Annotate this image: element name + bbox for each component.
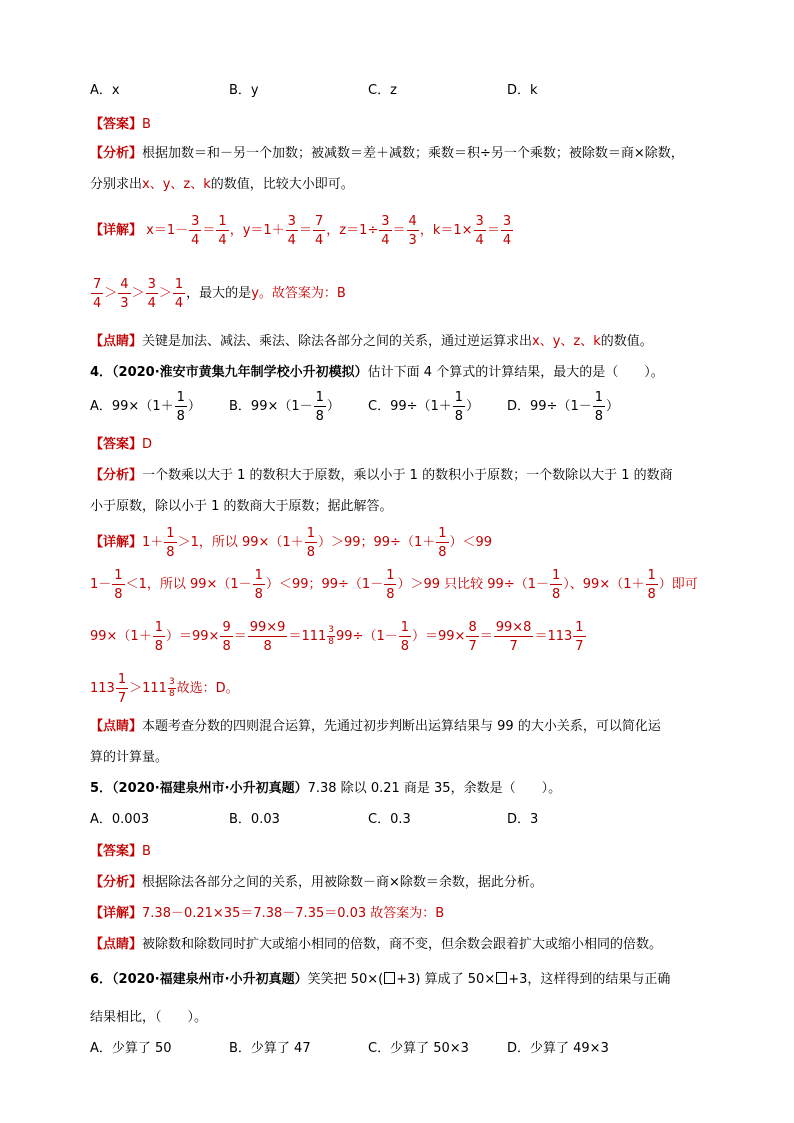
q6-stem-line-2: 结果相比，（ ）。 xyxy=(90,1010,208,1025)
q4-option-d: D．99÷（1－ $\frac{1}{8}$ ） xyxy=(507,389,620,424)
q6-stem-line-1: 6．（2020·福建泉州市·小升初真题）笑笑把 50×( +3) 算成了 50× +3，这样得到的结果与正确 xyxy=(90,972,671,987)
detail-expr: ，k＝1× xyxy=(419,223,473,238)
fraction: $\frac{3}{4}$ xyxy=(502,213,512,248)
compare-text: ，最大的是 xyxy=(186,286,252,301)
question-number: 4． xyxy=(90,365,113,380)
fraction: $\frac{7}{4}$ xyxy=(314,213,324,248)
q4-detail-line-3: 99×（1＋ $\frac{1}{8}$ ）＝99× $\frac{9}{8}$ ＝ $\frac{99\times 9}{8}$ ＝111 $\frac{3}{8}$ 99÷（1－ $\frac{1}{8}$ ）＝99× $\frac{8}{7}$ ＝ $\frac{99\times 8}{7}$ ＝113 $\frac{1}{7}$ xyxy=(90,619,584,654)
q5-answer: 【答案】B xyxy=(90,844,151,859)
answer-tag: 【答案】 xyxy=(90,117,143,132)
q5-option-c: C．0.3 xyxy=(368,812,411,827)
q6-option-b: B．少算了 47 xyxy=(229,1041,311,1056)
q4-answer: 【答案】D xyxy=(90,437,153,452)
fraction: $\frac{4}{3}$ xyxy=(408,213,417,248)
q4-option-c: C．99÷（1＋ $\frac{1}{8}$ ） xyxy=(368,389,480,424)
q4-detail-line-2: 1－ $\frac{1}{8}$ ＜1，所以 99×（1－ $\frac{1}{8}$ ）＜99；99÷（1－ $\frac{1}{8}$ ）＞99 只比较 99÷（1－ $\frac{1}{8}$ ）、99×（1＋ $\frac{1}{8}$ ）即可 xyxy=(90,567,698,602)
compare-answer: y。故答案为：B xyxy=(251,286,346,301)
fraction: $\frac{7}{4}$ xyxy=(93,276,102,311)
q3-answer xyxy=(90,116,151,134)
analysis-text: 分别求出 xyxy=(90,177,143,192)
answer-value: B xyxy=(142,117,151,132)
q3-detail: 【详解】 x＝1－ $\frac{3}{4}$ ＝ $\frac{1}{4}$ ，y＝1＋ $\frac{3}{4}$ ＝ $\frac{7}{4}$ ，z＝1÷ $\frac{3}{4}$ ＝ $\frac{4}{3}$ ，k＝1× $\frac{3}{4}$ ＝ $\frac{3}{4}$ xyxy=(90,213,512,248)
question-stem: 估计下面 4 个算式的计算结果，最大的是（ ）。 xyxy=(367,365,664,380)
q3-point: 【点睛】关键是加法、减法、乘法、除法各部分之间的关系，通过逆运算求出x、y、z、k的数值。 xyxy=(90,334,653,349)
blank-box-icon xyxy=(384,972,395,984)
fraction: $\frac{3}{4}$ xyxy=(475,213,484,248)
point-tag: 【点睛】 xyxy=(90,334,143,349)
q4-point-line-2: 算的计算量。 xyxy=(90,750,169,765)
fraction: $\frac{1}{4}$ xyxy=(218,213,227,248)
fraction: $\frac{3}{4}$ xyxy=(381,213,390,248)
q4-option-a: A．99×（1＋ $\frac{1}{8}$ ） xyxy=(90,389,201,424)
q6-option-c: C．少算了 50×3 xyxy=(368,1041,469,1056)
q3-option-d: D．k xyxy=(507,83,538,98)
q4-stem xyxy=(90,364,664,382)
q4-analysis-line-1: 【分析】一个数乘以大于 1 的数积大于原数，乘以小于 1 的数积小于原数；一个数除以大于 1 的数商 xyxy=(90,468,673,483)
detail-expr: ，z＝1÷ xyxy=(326,223,379,238)
q5-stem: 5．（2020·福建泉州市·小升初真题）7.38 除以 0.21 商是 35，余数是（ ）。 xyxy=(90,781,562,796)
q5-option-b: B．0.03 xyxy=(229,812,280,827)
fraction: $\frac{1}{4}$ xyxy=(174,276,184,311)
detail-expr: x＝1－ xyxy=(146,223,189,238)
analysis-vars: x、y、z、k xyxy=(142,177,211,192)
q4-detail-line-4: 113 $\frac{1}{7}$ ＞111 $\frac{3}{8}$ 故选：D。 xyxy=(90,671,239,706)
q4-analysis-line-2: 小于原数，除以小于 1 的数商大于原数；据此解答。 xyxy=(90,499,393,514)
q4-detail-line-1: 【详解】1＋ $\frac{1}{8}$ ＞1，所以 99×（1＋ $\frac{1}{8}$ ）＞99；99÷（1＋ $\frac{1}{8}$ ）＜99 xyxy=(90,525,493,560)
fraction: $\frac{3}{4}$ xyxy=(287,213,296,248)
q5-option-d: D．3 xyxy=(507,812,539,827)
q5-detail: 【详解】7.38－0.21×35＝7.38－7.35＝0.03 故答案为：B xyxy=(90,906,445,921)
analysis-text: 的数值，比较大小即可。 xyxy=(210,177,354,192)
q3-compare: $\frac{7}{4}$ ＞ $\frac{4}{3}$ ＞ $\frac{3}{4}$ ＞ $\frac{1}{4}$ ，最大的是y。故答案为：B xyxy=(93,276,346,311)
fraction: $\frac{4}{3}$ xyxy=(120,276,129,311)
q4-point-line-1: 【点睛】本题考查分数的四则混合运算，先通过初步判断出运算结果与 99 的大小关系，可以简化运 xyxy=(90,719,661,734)
q5-option-a: A．0.003 xyxy=(90,812,150,827)
q5-analysis: 【分析】根据除法各部分之间的关系，用被除数－商×除数＝余数，据此分析。 xyxy=(90,875,543,890)
q3-option-a: A．x xyxy=(90,83,120,98)
q3-option-c: C．z xyxy=(368,83,397,98)
blank-box-icon xyxy=(496,972,507,984)
q3-analysis-line-2 xyxy=(90,176,354,194)
fraction: $\frac{3}{4}$ xyxy=(191,213,200,248)
question-source: （2020·淮安市黄集九年制学校小升初模拟） xyxy=(112,365,368,380)
fraction: $\frac{3}{4}$ xyxy=(147,276,156,311)
q5-point: 【点睛】被除数和除数同时扩大或缩小相同的倍数，商不变，但余数会跟着扩大或缩小相同的倍数。 xyxy=(90,937,663,952)
analysis-text: 根据加数＝和－另一个加数；被减数＝差＋减数；乘数＝积÷另一个乘数；被除数＝商×除数， xyxy=(142,146,684,161)
q3-option-b: B．y xyxy=(229,83,259,98)
analysis-tag: 【分析】 xyxy=(90,146,143,161)
detail-tag: 【详解】 xyxy=(90,223,143,238)
q6-option-d: D．少算了 49×3 xyxy=(507,1041,609,1056)
q6-option-a: A．少算了 50 xyxy=(90,1041,172,1056)
q4-option-b: B．99×（1－ $\frac{1}{8}$ ） xyxy=(229,389,340,424)
detail-expr: ，y＝1＋ xyxy=(229,223,285,238)
q3-analysis-line-1 xyxy=(90,145,684,163)
